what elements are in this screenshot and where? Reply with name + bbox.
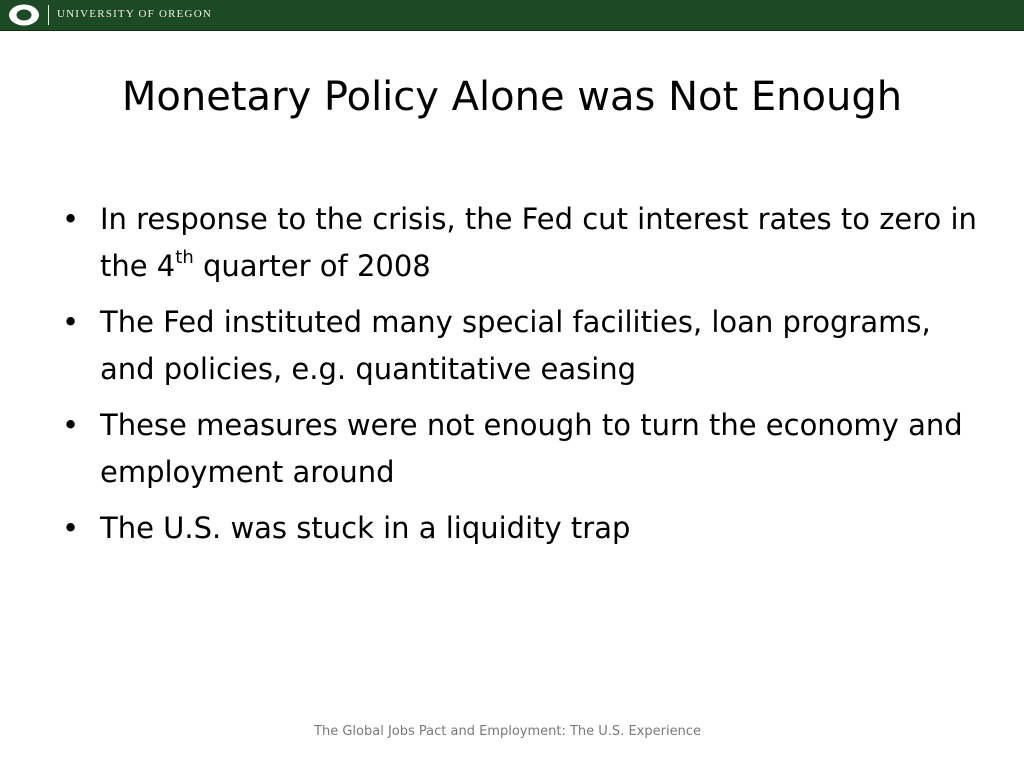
slide-title: Monetary Policy Alone was Not Enough [121,74,903,120]
oregon-o-logo-icon [6,3,42,27]
bullet-item [58,196,978,290]
bullet-dot-icon: • [62,305,80,339]
bullet-text: The U.S. was stuck in a liquidity trap [100,511,631,545]
bullet-list [58,196,978,561]
bullet-item [58,402,978,496]
superscript: th [175,247,194,269]
bullet-text: These measures were not enough to turn the economy and employment around [100,408,963,489]
bullet-item [58,299,978,393]
bullet-text: The Fed instituted many special facilities, loan programs, and policies, e.g. quantitative easing [100,305,931,386]
bullet-text-continued: quarter of 2008 [193,249,431,283]
bullet-dot-icon: • [62,408,80,442]
bullet-dot-icon: • [62,511,80,545]
header-bar [0,0,1024,31]
bullet-text: In response to the crisis, the Fed cut interest rates to zero in the 4 [100,202,977,283]
bullet-dot-icon: • [62,202,80,236]
university-name: UNIVERSITY OF OREGON [57,8,212,20]
bullet-item [58,505,978,552]
slide-footer: The Global Jobs Pact and Employment: The U.S. Experience [314,724,701,739]
header-divider [48,5,49,25]
